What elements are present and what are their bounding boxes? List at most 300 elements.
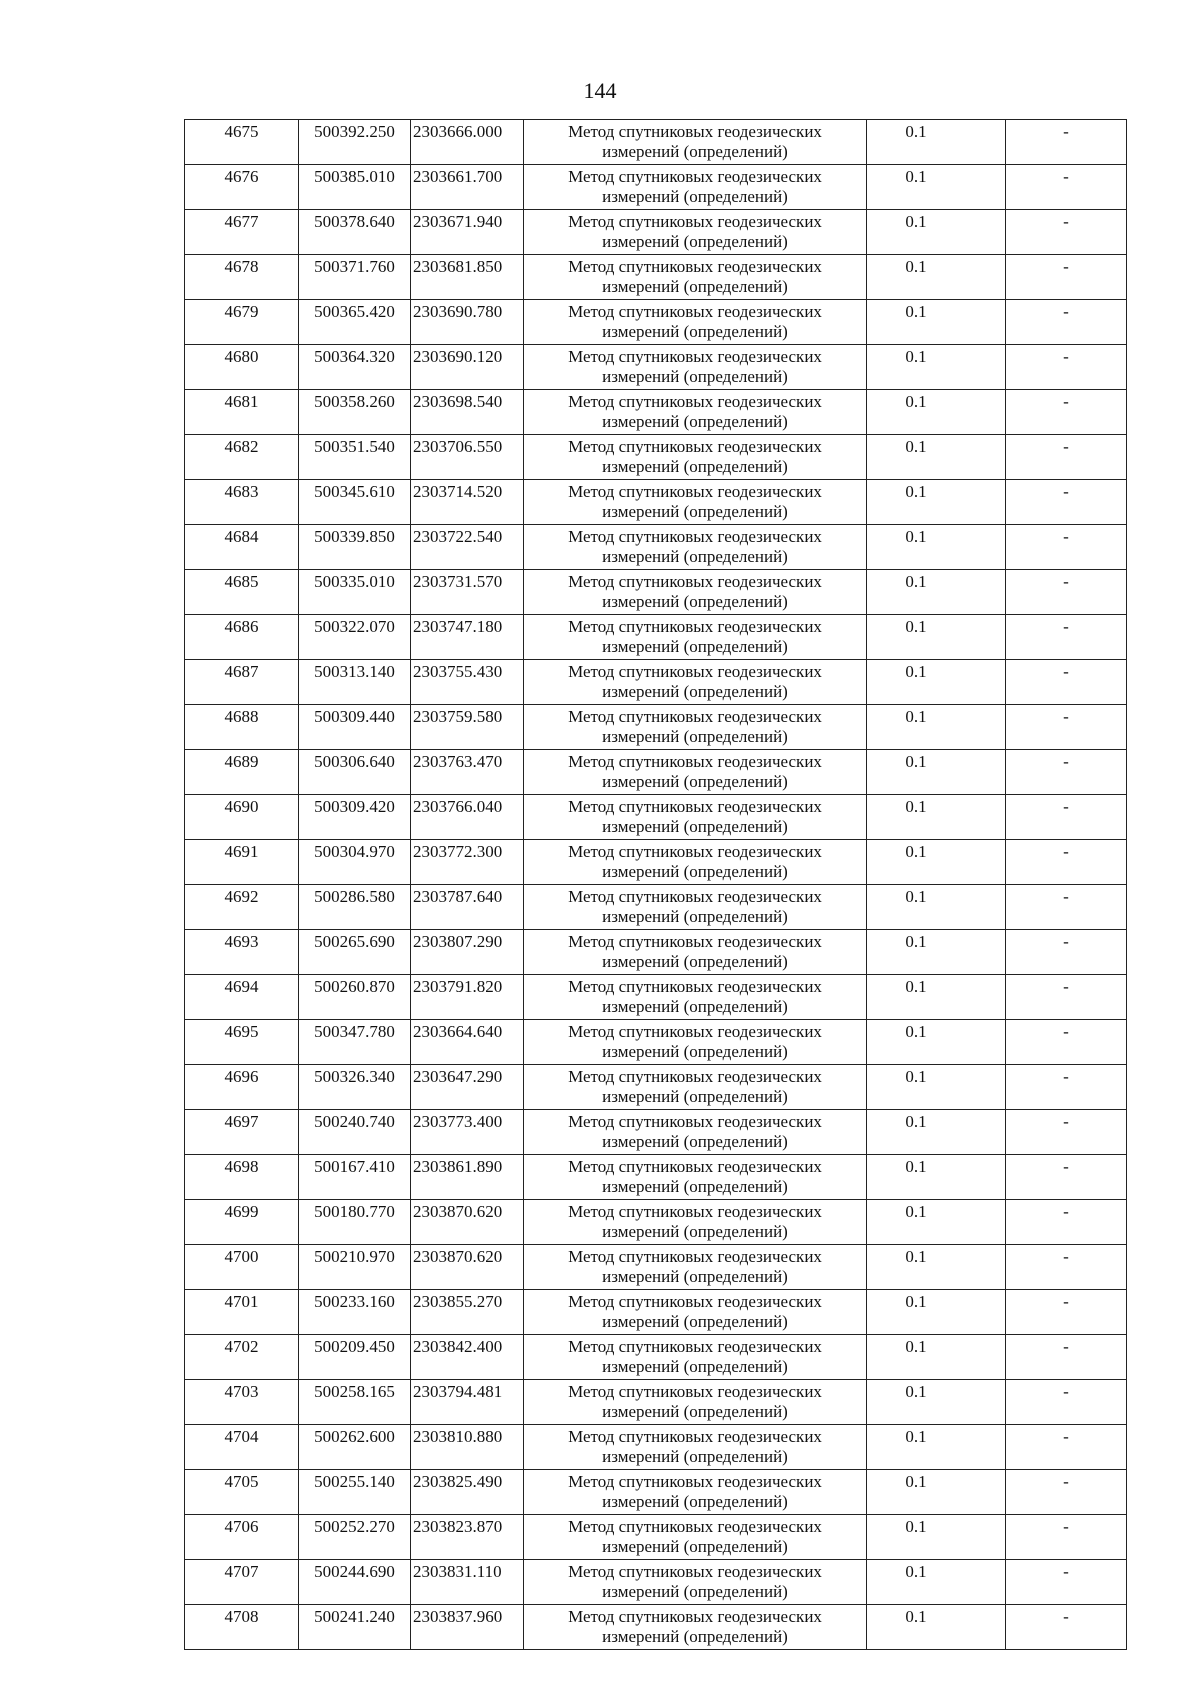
- table-row: [185, 660, 1127, 705]
- table-row: [185, 480, 1127, 525]
- note-cell: -: [1006, 1425, 1127, 1470]
- method-line-2: измерений (определений): [602, 637, 788, 656]
- point-number-cell: 4696: [185, 1065, 299, 1110]
- method-line-1: Метод спутниковых геодезических: [568, 1202, 822, 1221]
- method-line-2: измерений (определений): [602, 1447, 788, 1466]
- x-coordinate-cell: 500365.420: [299, 300, 411, 345]
- method-line-2: измерений (определений): [602, 817, 788, 836]
- method-line-1: Метод спутниковых геодезических: [568, 842, 822, 861]
- y-coordinate-cell: 2303772.300: [411, 840, 524, 885]
- table-row: [185, 255, 1127, 300]
- x-coordinate-cell: 500260.870: [299, 975, 411, 1020]
- point-number-cell: 4698: [185, 1155, 299, 1200]
- table-row: [185, 345, 1127, 390]
- note-cell: -: [1006, 1605, 1127, 1650]
- method-cell: [524, 1155, 867, 1200]
- accuracy-cell: 0.1: [867, 1515, 1006, 1560]
- accuracy-cell: 0.1: [867, 975, 1006, 1020]
- table-row: [185, 1560, 1127, 1605]
- accuracy-cell: 0.1: [867, 435, 1006, 480]
- method-cell: [524, 1470, 867, 1515]
- y-coordinate-cell: 2303870.620: [411, 1245, 524, 1290]
- point-number-cell: 4683: [185, 480, 299, 525]
- method-line-2: измерений (определений): [602, 1492, 788, 1511]
- method-cell: [524, 300, 867, 345]
- note-cell: -: [1006, 615, 1127, 660]
- note-cell: -: [1006, 930, 1127, 975]
- method-cell: [524, 795, 867, 840]
- x-coordinate-cell: 500209.450: [299, 1335, 411, 1380]
- accuracy-cell: 0.1: [867, 1020, 1006, 1065]
- table-row: [185, 885, 1127, 930]
- accuracy-cell: 0.1: [867, 1425, 1006, 1470]
- y-coordinate-cell: 2303759.580: [411, 705, 524, 750]
- table-row: [185, 1470, 1127, 1515]
- method-line-2: измерений (определений): [602, 772, 788, 791]
- note-cell: -: [1006, 390, 1127, 435]
- x-coordinate-cell: 500339.850: [299, 525, 411, 570]
- x-coordinate-cell: 500371.760: [299, 255, 411, 300]
- accuracy-cell: 0.1: [867, 525, 1006, 570]
- accuracy-cell: 0.1: [867, 1470, 1006, 1515]
- x-coordinate-cell: 500351.540: [299, 435, 411, 480]
- accuracy-cell: 0.1: [867, 1065, 1006, 1110]
- point-number-cell: 4701: [185, 1290, 299, 1335]
- table-row: [185, 300, 1127, 345]
- method-cell: [524, 120, 867, 165]
- x-coordinate-cell: 500304.970: [299, 840, 411, 885]
- method-line-2: измерений (определений): [602, 457, 788, 476]
- method-cell: [524, 1605, 867, 1650]
- method-cell: [524, 345, 867, 390]
- method-line-2: измерений (определений): [602, 1087, 788, 1106]
- x-coordinate-cell: 500241.240: [299, 1605, 411, 1650]
- point-number-cell: 4681: [185, 390, 299, 435]
- x-coordinate-cell: 500286.580: [299, 885, 411, 930]
- method-line-1: Метод спутниковых геодезических: [568, 167, 822, 186]
- x-coordinate-cell: 500326.340: [299, 1065, 411, 1110]
- method-line-1: Метод спутниковых геодезических: [568, 752, 822, 771]
- x-coordinate-cell: 500262.600: [299, 1425, 411, 1470]
- note-cell: -: [1006, 885, 1127, 930]
- method-cell: [524, 1110, 867, 1155]
- accuracy-cell: 0.1: [867, 1335, 1006, 1380]
- accuracy-cell: 0.1: [867, 1605, 1006, 1650]
- method-line-1: Метод спутниковых геодезических: [568, 977, 822, 996]
- method-line-2: измерений (определений): [602, 1042, 788, 1061]
- method-cell: [524, 1515, 867, 1560]
- accuracy-cell: 0.1: [867, 1155, 1006, 1200]
- point-number-cell: 4678: [185, 255, 299, 300]
- y-coordinate-cell: 2303755.430: [411, 660, 524, 705]
- method-line-2: измерений (определений): [602, 1402, 788, 1421]
- note-cell: -: [1006, 1335, 1127, 1380]
- method-cell: [524, 1245, 867, 1290]
- y-coordinate-cell: 2303763.470: [411, 750, 524, 795]
- point-number-cell: 4695: [185, 1020, 299, 1065]
- method-line-1: Метод спутниковых геодезических: [568, 572, 822, 591]
- note-cell: -: [1006, 705, 1127, 750]
- method-cell: [524, 885, 867, 930]
- note-cell: -: [1006, 1290, 1127, 1335]
- y-coordinate-cell: 2303773.400: [411, 1110, 524, 1155]
- method-line-2: измерений (определений): [602, 187, 788, 206]
- method-cell: [524, 1290, 867, 1335]
- table-row: [185, 1380, 1127, 1425]
- accuracy-cell: 0.1: [867, 930, 1006, 975]
- table-row: [185, 390, 1127, 435]
- accuracy-cell: 0.1: [867, 1560, 1006, 1605]
- y-coordinate-cell: 2303787.640: [411, 885, 524, 930]
- point-number-cell: 4689: [185, 750, 299, 795]
- method-line-2: измерений (определений): [602, 862, 788, 881]
- method-line-1: Метод спутниковых геодезических: [568, 392, 822, 411]
- y-coordinate-cell: 2303794.481: [411, 1380, 524, 1425]
- method-line-1: Метод спутниковых геодезических: [568, 437, 822, 456]
- x-coordinate-cell: 500240.740: [299, 1110, 411, 1155]
- y-coordinate-cell: 2303747.180: [411, 615, 524, 660]
- method-line-1: Метод спутниковых геодезических: [568, 1607, 822, 1626]
- note-cell: -: [1006, 1065, 1127, 1110]
- method-line-2: измерений (определений): [602, 1132, 788, 1151]
- x-coordinate-cell: 500345.610: [299, 480, 411, 525]
- method-line-1: Метод спутниковых геодезических: [568, 1067, 822, 1086]
- point-number-cell: 4704: [185, 1425, 299, 1470]
- x-coordinate-cell: 500392.250: [299, 120, 411, 165]
- x-coordinate-cell: 500347.780: [299, 1020, 411, 1065]
- method-line-2: измерений (определений): [602, 277, 788, 296]
- method-line-1: Метод спутниковых геодезических: [568, 1337, 822, 1356]
- point-number-cell: 4680: [185, 345, 299, 390]
- table-row: [185, 975, 1127, 1020]
- method-cell: [524, 840, 867, 885]
- accuracy-cell: 0.1: [867, 795, 1006, 840]
- note-cell: -: [1006, 1515, 1127, 1560]
- accuracy-cell: 0.1: [867, 210, 1006, 255]
- method-line-1: Метод спутниковых геодезических: [568, 1562, 822, 1581]
- method-cell: [524, 210, 867, 255]
- y-coordinate-cell: 2303870.620: [411, 1200, 524, 1245]
- accuracy-cell: 0.1: [867, 615, 1006, 660]
- note-cell: -: [1006, 1155, 1127, 1200]
- method-line-1: Метод спутниковых геодезических: [568, 1022, 822, 1041]
- y-coordinate-cell: 2303837.960: [411, 1605, 524, 1650]
- method-line-1: Метод спутниковых геодезических: [568, 887, 822, 906]
- accuracy-cell: 0.1: [867, 750, 1006, 795]
- table-row: [185, 1335, 1127, 1380]
- method-line-1: Метод спутниковых геодезических: [568, 347, 822, 366]
- y-coordinate-cell: 2303706.550: [411, 435, 524, 480]
- method-line-1: Метод спутниковых геодезических: [568, 1292, 822, 1311]
- note-cell: -: [1006, 435, 1127, 480]
- y-coordinate-cell: 2303861.890: [411, 1155, 524, 1200]
- y-coordinate-cell: 2303766.040: [411, 795, 524, 840]
- method-cell: [524, 615, 867, 660]
- x-coordinate-cell: 500265.690: [299, 930, 411, 975]
- note-cell: -: [1006, 165, 1127, 210]
- accuracy-cell: 0.1: [867, 1290, 1006, 1335]
- method-line-1: Метод спутниковых геодезических: [568, 122, 822, 141]
- accuracy-cell: 0.1: [867, 840, 1006, 885]
- note-cell: -: [1006, 525, 1127, 570]
- coordinates-table-body: [185, 120, 1127, 1650]
- method-line-2: измерений (определений): [602, 1357, 788, 1376]
- point-number-cell: 4708: [185, 1605, 299, 1650]
- y-coordinate-cell: 2303664.640: [411, 1020, 524, 1065]
- method-cell: [524, 1200, 867, 1245]
- note-cell: -: [1006, 1020, 1127, 1065]
- method-line-1: Метод спутниковых геодезических: [568, 1382, 822, 1401]
- method-line-2: измерений (определений): [602, 322, 788, 341]
- table-row: [185, 705, 1127, 750]
- y-coordinate-cell: 2303855.270: [411, 1290, 524, 1335]
- point-number-cell: 4705: [185, 1470, 299, 1515]
- point-number-cell: 4688: [185, 705, 299, 750]
- point-number-cell: 4676: [185, 165, 299, 210]
- method-cell: [524, 1380, 867, 1425]
- method-line-1: Метод спутниковых геодезических: [568, 1427, 822, 1446]
- method-line-1: Метод спутниковых геодезических: [568, 1112, 822, 1131]
- method-line-2: измерений (определений): [602, 547, 788, 566]
- accuracy-cell: 0.1: [867, 300, 1006, 345]
- method-cell: [524, 975, 867, 1020]
- point-number-cell: 4675: [185, 120, 299, 165]
- note-cell: -: [1006, 120, 1127, 165]
- table-row: [185, 930, 1127, 975]
- method-cell: [524, 1425, 867, 1470]
- method-line-2: измерений (определений): [602, 952, 788, 971]
- method-line-1: Метод спутниковых геодезических: [568, 617, 822, 636]
- table-row: [185, 210, 1127, 255]
- table-row: [185, 795, 1127, 840]
- method-cell: [524, 930, 867, 975]
- method-cell: [524, 390, 867, 435]
- method-line-1: Метод спутниковых геодезических: [568, 527, 822, 546]
- accuracy-cell: 0.1: [867, 885, 1006, 930]
- method-line-2: измерений (определений): [602, 1537, 788, 1556]
- x-coordinate-cell: 500167.410: [299, 1155, 411, 1200]
- x-coordinate-cell: 500306.640: [299, 750, 411, 795]
- method-cell: [524, 1020, 867, 1065]
- table-row: [185, 615, 1127, 660]
- method-line-2: измерений (определений): [602, 412, 788, 431]
- accuracy-cell: 0.1: [867, 1200, 1006, 1245]
- table-row: [185, 840, 1127, 885]
- point-number-cell: 4679: [185, 300, 299, 345]
- table-row: [185, 1290, 1127, 1335]
- x-coordinate-cell: 500364.320: [299, 345, 411, 390]
- method-cell: [524, 525, 867, 570]
- method-line-1: Метод спутниковых геодезических: [568, 257, 822, 276]
- y-coordinate-cell: 2303731.570: [411, 570, 524, 615]
- point-number-cell: 4686: [185, 615, 299, 660]
- method-line-2: измерений (определений): [602, 997, 788, 1016]
- method-line-1: Метод спутниковых геодезических: [568, 1247, 822, 1266]
- x-coordinate-cell: 500210.970: [299, 1245, 411, 1290]
- note-cell: -: [1006, 1380, 1127, 1425]
- method-line-1: Метод спутниковых геодезических: [568, 932, 822, 951]
- method-line-2: измерений (определений): [602, 1627, 788, 1646]
- point-number-cell: 4700: [185, 1245, 299, 1290]
- point-number-cell: 4682: [185, 435, 299, 480]
- method-line-1: Метод спутниковых геодезических: [568, 212, 822, 231]
- note-cell: -: [1006, 480, 1127, 525]
- x-coordinate-cell: 500322.070: [299, 615, 411, 660]
- method-cell: [524, 660, 867, 705]
- accuracy-cell: 0.1: [867, 1380, 1006, 1425]
- y-coordinate-cell: 2303810.880: [411, 1425, 524, 1470]
- accuracy-cell: 0.1: [867, 660, 1006, 705]
- method-cell: [524, 1560, 867, 1605]
- method-line-2: измерений (определений): [602, 1267, 788, 1286]
- method-cell: [524, 705, 867, 750]
- note-cell: -: [1006, 1200, 1127, 1245]
- y-coordinate-cell: 2303842.400: [411, 1335, 524, 1380]
- method-line-2: измерений (определений): [602, 1222, 788, 1241]
- note-cell: -: [1006, 210, 1127, 255]
- y-coordinate-cell: 2303831.110: [411, 1560, 524, 1605]
- table-row: [185, 1425, 1127, 1470]
- x-coordinate-cell: 500313.140: [299, 660, 411, 705]
- method-cell: [524, 165, 867, 210]
- y-coordinate-cell: 2303807.290: [411, 930, 524, 975]
- accuracy-cell: 0.1: [867, 165, 1006, 210]
- y-coordinate-cell: 2303666.000: [411, 120, 524, 165]
- table-row: [185, 750, 1127, 795]
- note-cell: -: [1006, 840, 1127, 885]
- point-number-cell: 4697: [185, 1110, 299, 1155]
- point-number-cell: 4706: [185, 1515, 299, 1560]
- point-number-cell: 4691: [185, 840, 299, 885]
- y-coordinate-cell: 2303825.490: [411, 1470, 524, 1515]
- note-cell: -: [1006, 1110, 1127, 1155]
- note-cell: -: [1006, 660, 1127, 705]
- accuracy-cell: 0.1: [867, 1245, 1006, 1290]
- point-number-cell: 4703: [185, 1380, 299, 1425]
- x-coordinate-cell: 500252.270: [299, 1515, 411, 1560]
- point-number-cell: 4677: [185, 210, 299, 255]
- accuracy-cell: 0.1: [867, 345, 1006, 390]
- note-cell: -: [1006, 1245, 1127, 1290]
- method-line-1: Метод спутниковых геодезических: [568, 302, 822, 321]
- accuracy-cell: 0.1: [867, 570, 1006, 615]
- y-coordinate-cell: 2303690.120: [411, 345, 524, 390]
- method-line-2: измерений (определений): [602, 367, 788, 386]
- coordinates-table: [184, 119, 1127, 1650]
- table-row: [185, 1110, 1127, 1155]
- x-coordinate-cell: 500309.440: [299, 705, 411, 750]
- x-coordinate-cell: 500180.770: [299, 1200, 411, 1245]
- method-cell: [524, 255, 867, 300]
- method-cell: [524, 750, 867, 795]
- method-line-2: измерений (определений): [602, 1177, 788, 1196]
- x-coordinate-cell: 500244.690: [299, 1560, 411, 1605]
- y-coordinate-cell: 2303681.850: [411, 255, 524, 300]
- accuracy-cell: 0.1: [867, 255, 1006, 300]
- x-coordinate-cell: 500233.160: [299, 1290, 411, 1335]
- y-coordinate-cell: 2303791.820: [411, 975, 524, 1020]
- method-line-1: Метод спутниковых геодезических: [568, 1472, 822, 1491]
- point-number-cell: 4699: [185, 1200, 299, 1245]
- point-number-cell: 4707: [185, 1560, 299, 1605]
- table-row: [185, 1020, 1127, 1065]
- accuracy-cell: 0.1: [867, 120, 1006, 165]
- method-line-1: Метод спутниковых геодезических: [568, 797, 822, 816]
- method-line-2: измерений (определений): [602, 142, 788, 161]
- point-number-cell: 4690: [185, 795, 299, 840]
- x-coordinate-cell: 500258.165: [299, 1380, 411, 1425]
- y-coordinate-cell: 2303722.540: [411, 525, 524, 570]
- note-cell: -: [1006, 750, 1127, 795]
- y-coordinate-cell: 2303647.290: [411, 1065, 524, 1110]
- point-number-cell: 4694: [185, 975, 299, 1020]
- point-number-cell: 4687: [185, 660, 299, 705]
- table-row: [185, 570, 1127, 615]
- method-line-2: измерений (определений): [602, 1312, 788, 1331]
- x-coordinate-cell: 500309.420: [299, 795, 411, 840]
- page-number: 144: [583, 78, 617, 103]
- method-line-1: Метод спутниковых геодезических: [568, 482, 822, 501]
- x-coordinate-cell: 500358.260: [299, 390, 411, 435]
- method-line-1: Метод спутниковых геодезических: [568, 1157, 822, 1176]
- method-cell: [524, 435, 867, 480]
- note-cell: -: [1006, 975, 1127, 1020]
- method-line-2: измерений (определений): [602, 502, 788, 521]
- method-line-1: Метод спутниковых геодезических: [568, 707, 822, 726]
- method-line-2: измерений (определений): [602, 907, 788, 926]
- table-row: [185, 435, 1127, 480]
- accuracy-cell: 0.1: [867, 390, 1006, 435]
- method-line-2: измерений (определений): [602, 592, 788, 611]
- accuracy-cell: 0.1: [867, 1110, 1006, 1155]
- method-cell: [524, 1065, 867, 1110]
- point-number-cell: 4693: [185, 930, 299, 975]
- table-row: [185, 165, 1127, 210]
- x-coordinate-cell: 500335.010: [299, 570, 411, 615]
- table-row: [185, 1245, 1127, 1290]
- method-line-2: измерений (определений): [602, 232, 788, 251]
- accuracy-cell: 0.1: [867, 705, 1006, 750]
- point-number-cell: 4692: [185, 885, 299, 930]
- y-coordinate-cell: 2303671.940: [411, 210, 524, 255]
- y-coordinate-cell: 2303698.540: [411, 390, 524, 435]
- table-row: [185, 1065, 1127, 1110]
- note-cell: -: [1006, 345, 1127, 390]
- note-cell: -: [1006, 795, 1127, 840]
- method-line-1: Метод спутниковых геодезических: [568, 1517, 822, 1536]
- y-coordinate-cell: 2303823.870: [411, 1515, 524, 1560]
- method-line-2: измерений (определений): [602, 727, 788, 746]
- x-coordinate-cell: 500385.010: [299, 165, 411, 210]
- table-row: [185, 1515, 1127, 1560]
- method-cell: [524, 570, 867, 615]
- y-coordinate-cell: 2303661.700: [411, 165, 524, 210]
- note-cell: -: [1006, 1470, 1127, 1515]
- y-coordinate-cell: 2303714.520: [411, 480, 524, 525]
- note-cell: -: [1006, 300, 1127, 345]
- table-row: [185, 525, 1127, 570]
- accuracy-cell: 0.1: [867, 480, 1006, 525]
- table-row: [185, 1200, 1127, 1245]
- point-number-cell: 4685: [185, 570, 299, 615]
- method-line-1: Метод спутниковых геодезических: [568, 662, 822, 681]
- table-row: [185, 1605, 1127, 1650]
- table-row: [185, 120, 1127, 165]
- method-cell: [524, 1335, 867, 1380]
- table-row: [185, 1155, 1127, 1200]
- method-cell: [524, 480, 867, 525]
- method-line-2: измерений (определений): [602, 682, 788, 701]
